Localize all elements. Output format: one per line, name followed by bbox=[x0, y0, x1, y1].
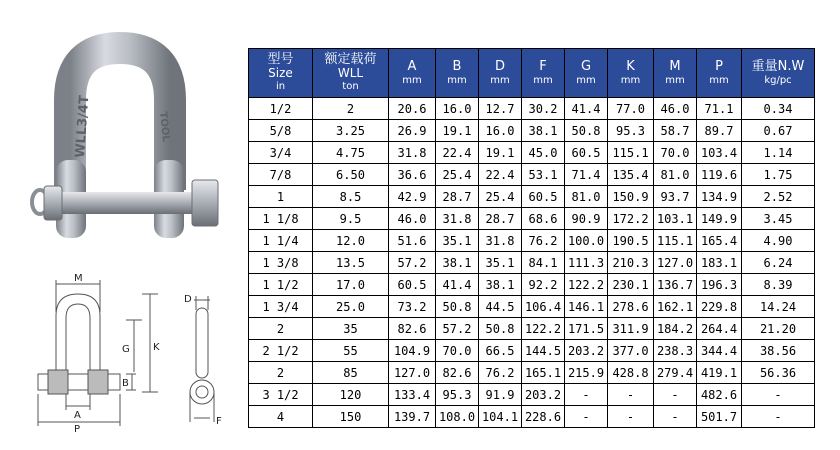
table-row bbox=[249, 142, 815, 164]
column-header-label: 型号 bbox=[267, 52, 294, 67]
table-row bbox=[249, 252, 815, 274]
cell-b: 28.7 bbox=[436, 186, 479, 208]
cell-a: 42.9 bbox=[389, 186, 436, 208]
cell-g: 81.0 bbox=[565, 186, 608, 208]
cell-d: 91.9 bbox=[479, 384, 522, 406]
cell-b: 31.8 bbox=[436, 208, 479, 230]
cell-p: 89.7 bbox=[697, 120, 742, 142]
cell-k: 278.6 bbox=[608, 296, 654, 318]
cell-k: 210.3 bbox=[608, 252, 654, 274]
cell-m: 93.7 bbox=[654, 186, 697, 208]
cell-weight: 0.34 bbox=[742, 98, 815, 120]
cell-m: 127.0 bbox=[654, 252, 697, 274]
column-header-sublabel: WLL bbox=[337, 66, 364, 80]
cell-a: 73.2 bbox=[389, 296, 436, 318]
table-body bbox=[249, 98, 815, 428]
cell-g: - bbox=[565, 406, 608, 428]
cell-f: 228.6 bbox=[522, 406, 565, 428]
cell-f: 30.2 bbox=[522, 98, 565, 120]
column-header-label: G bbox=[580, 58, 592, 74]
cell-p: 196.3 bbox=[697, 274, 742, 296]
spec-table bbox=[248, 48, 815, 428]
column-header-f bbox=[522, 49, 565, 98]
column-header-d bbox=[479, 49, 522, 98]
cell-m: 162.1 bbox=[654, 296, 697, 318]
cell-d: 50.8 bbox=[479, 318, 522, 340]
cell-m: - bbox=[654, 406, 697, 428]
cell-wll: 150 bbox=[313, 406, 389, 428]
cell-b: 108.0 bbox=[436, 406, 479, 428]
cell-d: 104.1 bbox=[479, 406, 522, 428]
cell-b: 19.1 bbox=[436, 120, 479, 142]
cell-f: 106.4 bbox=[522, 296, 565, 318]
column-header-label: 额定载荷 bbox=[324, 52, 377, 67]
cell-d: 16.0 bbox=[479, 120, 522, 142]
cell-a: 57.2 bbox=[389, 252, 436, 274]
shackle-side-diagram bbox=[172, 290, 232, 430]
column-header-label: 重量N.W bbox=[751, 58, 805, 74]
cell-size: 1 3/4 bbox=[249, 296, 313, 318]
label-k: K bbox=[153, 342, 160, 353]
table-row bbox=[249, 340, 815, 362]
cell-d: 35.1 bbox=[479, 252, 522, 274]
cell-g: 100.0 bbox=[565, 230, 608, 252]
cell-f: 76.2 bbox=[522, 230, 565, 252]
cell-m: 58.7 bbox=[654, 120, 697, 142]
column-header-label: K bbox=[626, 58, 635, 74]
cell-g: 203.2 bbox=[565, 340, 608, 362]
cell-d: 38.1 bbox=[479, 274, 522, 296]
cell-m: 238.3 bbox=[654, 340, 697, 362]
table-row bbox=[249, 164, 815, 186]
cell-f: 144.5 bbox=[522, 340, 565, 362]
cell-g: 60.5 bbox=[565, 142, 608, 164]
cell-a: 20.6 bbox=[389, 98, 436, 120]
cell-wll: 2 bbox=[313, 98, 389, 120]
cell-m: 136.7 bbox=[654, 274, 697, 296]
column-header-unit: kg/pc bbox=[764, 74, 792, 86]
column-header-label: D bbox=[494, 58, 505, 74]
cell-m: 70.0 bbox=[654, 142, 697, 164]
cell-k: 190.5 bbox=[608, 230, 654, 252]
column-header-m bbox=[654, 49, 697, 98]
column-header-label: M bbox=[669, 58, 681, 74]
cell-g: 71.4 bbox=[565, 164, 608, 186]
cell-k: 230.1 bbox=[608, 274, 654, 296]
table-row bbox=[249, 384, 815, 406]
cell-f: 122.2 bbox=[522, 318, 565, 340]
cell-g: 90.9 bbox=[565, 208, 608, 230]
cell-b: 57.2 bbox=[436, 318, 479, 340]
cell-wll: 3.25 bbox=[313, 120, 389, 142]
label-p: P bbox=[74, 424, 81, 432]
label-b: B bbox=[122, 378, 129, 389]
cell-wll: 8.5 bbox=[313, 186, 389, 208]
cell-k: 135.4 bbox=[608, 164, 654, 186]
column-header-unit: mm bbox=[620, 74, 641, 86]
cell-m: 184.2 bbox=[654, 318, 697, 340]
cell-a: 104.9 bbox=[389, 340, 436, 362]
cell-a: 133.4 bbox=[389, 384, 436, 406]
cell-wll: 6.50 bbox=[313, 164, 389, 186]
cell-size: 1 bbox=[249, 186, 313, 208]
cell-g: 171.5 bbox=[565, 318, 608, 340]
cell-weight: 1.75 bbox=[742, 164, 815, 186]
cell-size: 2 bbox=[249, 318, 313, 340]
cell-weight: - bbox=[742, 384, 815, 406]
cell-d: 76.2 bbox=[479, 362, 522, 384]
cell-size: 1 1/4 bbox=[249, 230, 313, 252]
cell-k: 311.9 bbox=[608, 318, 654, 340]
cell-a: 82.6 bbox=[389, 318, 436, 340]
table-row bbox=[249, 274, 815, 296]
cell-b: 50.8 bbox=[436, 296, 479, 318]
cell-b: 22.4 bbox=[436, 142, 479, 164]
cell-b: 70.0 bbox=[436, 340, 479, 362]
cell-size: 1 3/8 bbox=[249, 252, 313, 274]
cell-f: 165.1 bbox=[522, 362, 565, 384]
stamp-left: WLL3/4T bbox=[73, 94, 93, 159]
cell-a: 139.7 bbox=[389, 406, 436, 428]
table-header-row bbox=[249, 49, 815, 98]
cell-weight: 56.36 bbox=[742, 362, 815, 384]
column-header-unit: mm bbox=[402, 74, 422, 86]
cell-weight: 21.20 bbox=[742, 318, 815, 340]
column-header-g bbox=[565, 49, 608, 98]
cell-weight: 8.39 bbox=[742, 274, 815, 296]
column-header-sublabel: Size bbox=[268, 66, 293, 80]
cell-k: 150.9 bbox=[608, 186, 654, 208]
cell-wll: 17.0 bbox=[313, 274, 389, 296]
table-row bbox=[249, 230, 815, 252]
cell-weight: - bbox=[742, 406, 815, 428]
column-header-unit: mm bbox=[490, 74, 510, 86]
cell-g: 146.1 bbox=[565, 296, 608, 318]
cell-d: 31.8 bbox=[479, 230, 522, 252]
label-m: M bbox=[74, 273, 83, 284]
cell-size: 7/8 bbox=[249, 164, 313, 186]
cell-weight: 38.56 bbox=[742, 340, 815, 362]
column-header-unit: mm bbox=[447, 74, 467, 86]
table-row bbox=[249, 98, 815, 120]
cell-k: 428.8 bbox=[608, 362, 654, 384]
cell-p: 165.4 bbox=[697, 230, 742, 252]
column-header-k bbox=[608, 49, 654, 98]
cell-f: 60.5 bbox=[522, 186, 565, 208]
cell-size: 2 1/2 bbox=[249, 340, 313, 362]
cell-wll: 4.75 bbox=[313, 142, 389, 164]
cell-d: 19.1 bbox=[479, 142, 522, 164]
table-row bbox=[249, 208, 815, 230]
cell-p: 134.9 bbox=[697, 186, 742, 208]
cell-wll: 120 bbox=[313, 384, 389, 406]
cell-p: 264.4 bbox=[697, 318, 742, 340]
cell-p: 119.6 bbox=[697, 164, 742, 186]
cell-wll: 13.5 bbox=[313, 252, 389, 274]
column-header-b bbox=[436, 49, 479, 98]
cell-size: 1 1/2 bbox=[249, 274, 313, 296]
cell-p: 71.1 bbox=[697, 98, 742, 120]
cell-d: 66.5 bbox=[479, 340, 522, 362]
cell-p: 419.1 bbox=[697, 362, 742, 384]
cell-k: 172.2 bbox=[608, 208, 654, 230]
cell-weight: 4.90 bbox=[742, 230, 815, 252]
cell-g: 41.4 bbox=[565, 98, 608, 120]
cell-weight: 3.45 bbox=[742, 208, 815, 230]
cell-f: 68.6 bbox=[522, 208, 565, 230]
table-row bbox=[249, 120, 815, 142]
cell-k: 377.0 bbox=[608, 340, 654, 362]
table-row bbox=[249, 406, 815, 428]
shackle-photo bbox=[22, 30, 222, 240]
cell-p: 482.6 bbox=[697, 384, 742, 406]
cell-b: 25.4 bbox=[436, 164, 479, 186]
cell-g: 111.3 bbox=[565, 252, 608, 274]
column-header-unit: ton bbox=[342, 81, 359, 92]
cell-m: 81.0 bbox=[654, 164, 697, 186]
cell-f: 38.1 bbox=[522, 120, 565, 142]
cell-f: 53.1 bbox=[522, 164, 565, 186]
column-header-label: A bbox=[407, 58, 417, 74]
cell-b: 82.6 bbox=[436, 362, 479, 384]
cell-k: 115.1 bbox=[608, 142, 654, 164]
cell-b: 16.0 bbox=[436, 98, 479, 120]
cell-d: 12.7 bbox=[479, 98, 522, 120]
cell-weight: 0.67 bbox=[742, 120, 815, 142]
column-header-unit: mm bbox=[533, 74, 553, 86]
cell-m: - bbox=[654, 384, 697, 406]
cell-p: 103.4 bbox=[697, 142, 742, 164]
column-header-p bbox=[697, 49, 742, 98]
cell-size: 2 bbox=[249, 362, 313, 384]
cell-m: 103.1 bbox=[654, 208, 697, 230]
cell-d: 22.4 bbox=[479, 164, 522, 186]
pin-head bbox=[44, 186, 62, 220]
cell-k: 95.3 bbox=[608, 120, 654, 142]
column-header-unit: mm bbox=[665, 74, 685, 86]
cell-m: 115.1 bbox=[654, 230, 697, 252]
cell-p: 344.4 bbox=[697, 340, 742, 362]
column-header-size bbox=[249, 49, 313, 98]
cell-b: 41.4 bbox=[436, 274, 479, 296]
cell-m: 46.0 bbox=[654, 98, 697, 120]
cell-a: 36.6 bbox=[389, 164, 436, 186]
cell-g: 122.2 bbox=[565, 274, 608, 296]
cell-k: 77.0 bbox=[608, 98, 654, 120]
stamp-right: TOOL bbox=[157, 111, 172, 143]
cell-size: 5/8 bbox=[249, 120, 313, 142]
cell-d: 28.7 bbox=[479, 208, 522, 230]
column-header-unit: mm bbox=[709, 74, 729, 86]
column-header-a bbox=[389, 49, 436, 98]
column-header-label: F bbox=[539, 58, 547, 74]
cell-a: 31.8 bbox=[389, 142, 436, 164]
cell-wll: 25.0 bbox=[313, 296, 389, 318]
column-header-unit: in bbox=[275, 81, 286, 92]
label-g: G bbox=[122, 344, 130, 355]
column-header-wll bbox=[313, 49, 389, 98]
shackle-nut bbox=[192, 180, 218, 226]
column-header-weight bbox=[742, 49, 815, 98]
cell-g: 50.8 bbox=[565, 120, 608, 142]
table-row bbox=[249, 186, 815, 208]
label-d: D bbox=[184, 294, 192, 305]
cell-f: 92.2 bbox=[522, 274, 565, 296]
table-row bbox=[249, 318, 815, 340]
cell-a: 26.9 bbox=[389, 120, 436, 142]
cell-wll: 85 bbox=[313, 362, 389, 384]
cell-a: 46.0 bbox=[389, 208, 436, 230]
shackle-front-diagram bbox=[26, 272, 176, 432]
column-header-label: B bbox=[452, 58, 462, 74]
table-row bbox=[249, 362, 815, 384]
cell-size: 1/2 bbox=[249, 98, 313, 120]
cell-wll: 55 bbox=[313, 340, 389, 362]
cell-g: 215.9 bbox=[565, 362, 608, 384]
table-row bbox=[249, 296, 815, 318]
cell-f: 203.2 bbox=[522, 384, 565, 406]
cell-b: 35.1 bbox=[436, 230, 479, 252]
cell-m: 279.4 bbox=[654, 362, 697, 384]
cell-p: 501.7 bbox=[697, 406, 742, 428]
label-f: F bbox=[216, 416, 222, 427]
column-header-label: P bbox=[715, 58, 723, 74]
cell-size: 4 bbox=[249, 406, 313, 428]
cell-d: 44.5 bbox=[479, 296, 522, 318]
cell-k: - bbox=[608, 406, 654, 428]
cell-weight: 14.24 bbox=[742, 296, 815, 318]
cell-f: 84.1 bbox=[522, 252, 565, 274]
cell-p: 183.1 bbox=[697, 252, 742, 274]
cell-f: 45.0 bbox=[522, 142, 565, 164]
cell-b: 95.3 bbox=[436, 384, 479, 406]
column-header-unit: mm bbox=[576, 74, 596, 86]
cell-a: 127.0 bbox=[389, 362, 436, 384]
cell-size: 3/4 bbox=[249, 142, 313, 164]
shackle-pin bbox=[50, 192, 212, 214]
cell-weight: 1.14 bbox=[742, 142, 815, 164]
label-a: A bbox=[74, 410, 81, 421]
cell-a: 51.6 bbox=[389, 230, 436, 252]
cell-a: 60.5 bbox=[389, 274, 436, 296]
cell-size: 1 1/8 bbox=[249, 208, 313, 230]
cell-wll: 12.0 bbox=[313, 230, 389, 252]
cell-weight: 2.52 bbox=[742, 186, 815, 208]
cell-b: 38.1 bbox=[436, 252, 479, 274]
cell-d: 25.4 bbox=[479, 186, 522, 208]
cell-p: 229.8 bbox=[697, 296, 742, 318]
cell-wll: 9.5 bbox=[313, 208, 389, 230]
cell-g: - bbox=[565, 384, 608, 406]
cell-p: 149.9 bbox=[697, 208, 742, 230]
cell-size: 3 1/2 bbox=[249, 384, 313, 406]
cell-k: - bbox=[608, 384, 654, 406]
cell-weight: 6.24 bbox=[742, 252, 815, 274]
cell-wll: 35 bbox=[313, 318, 389, 340]
